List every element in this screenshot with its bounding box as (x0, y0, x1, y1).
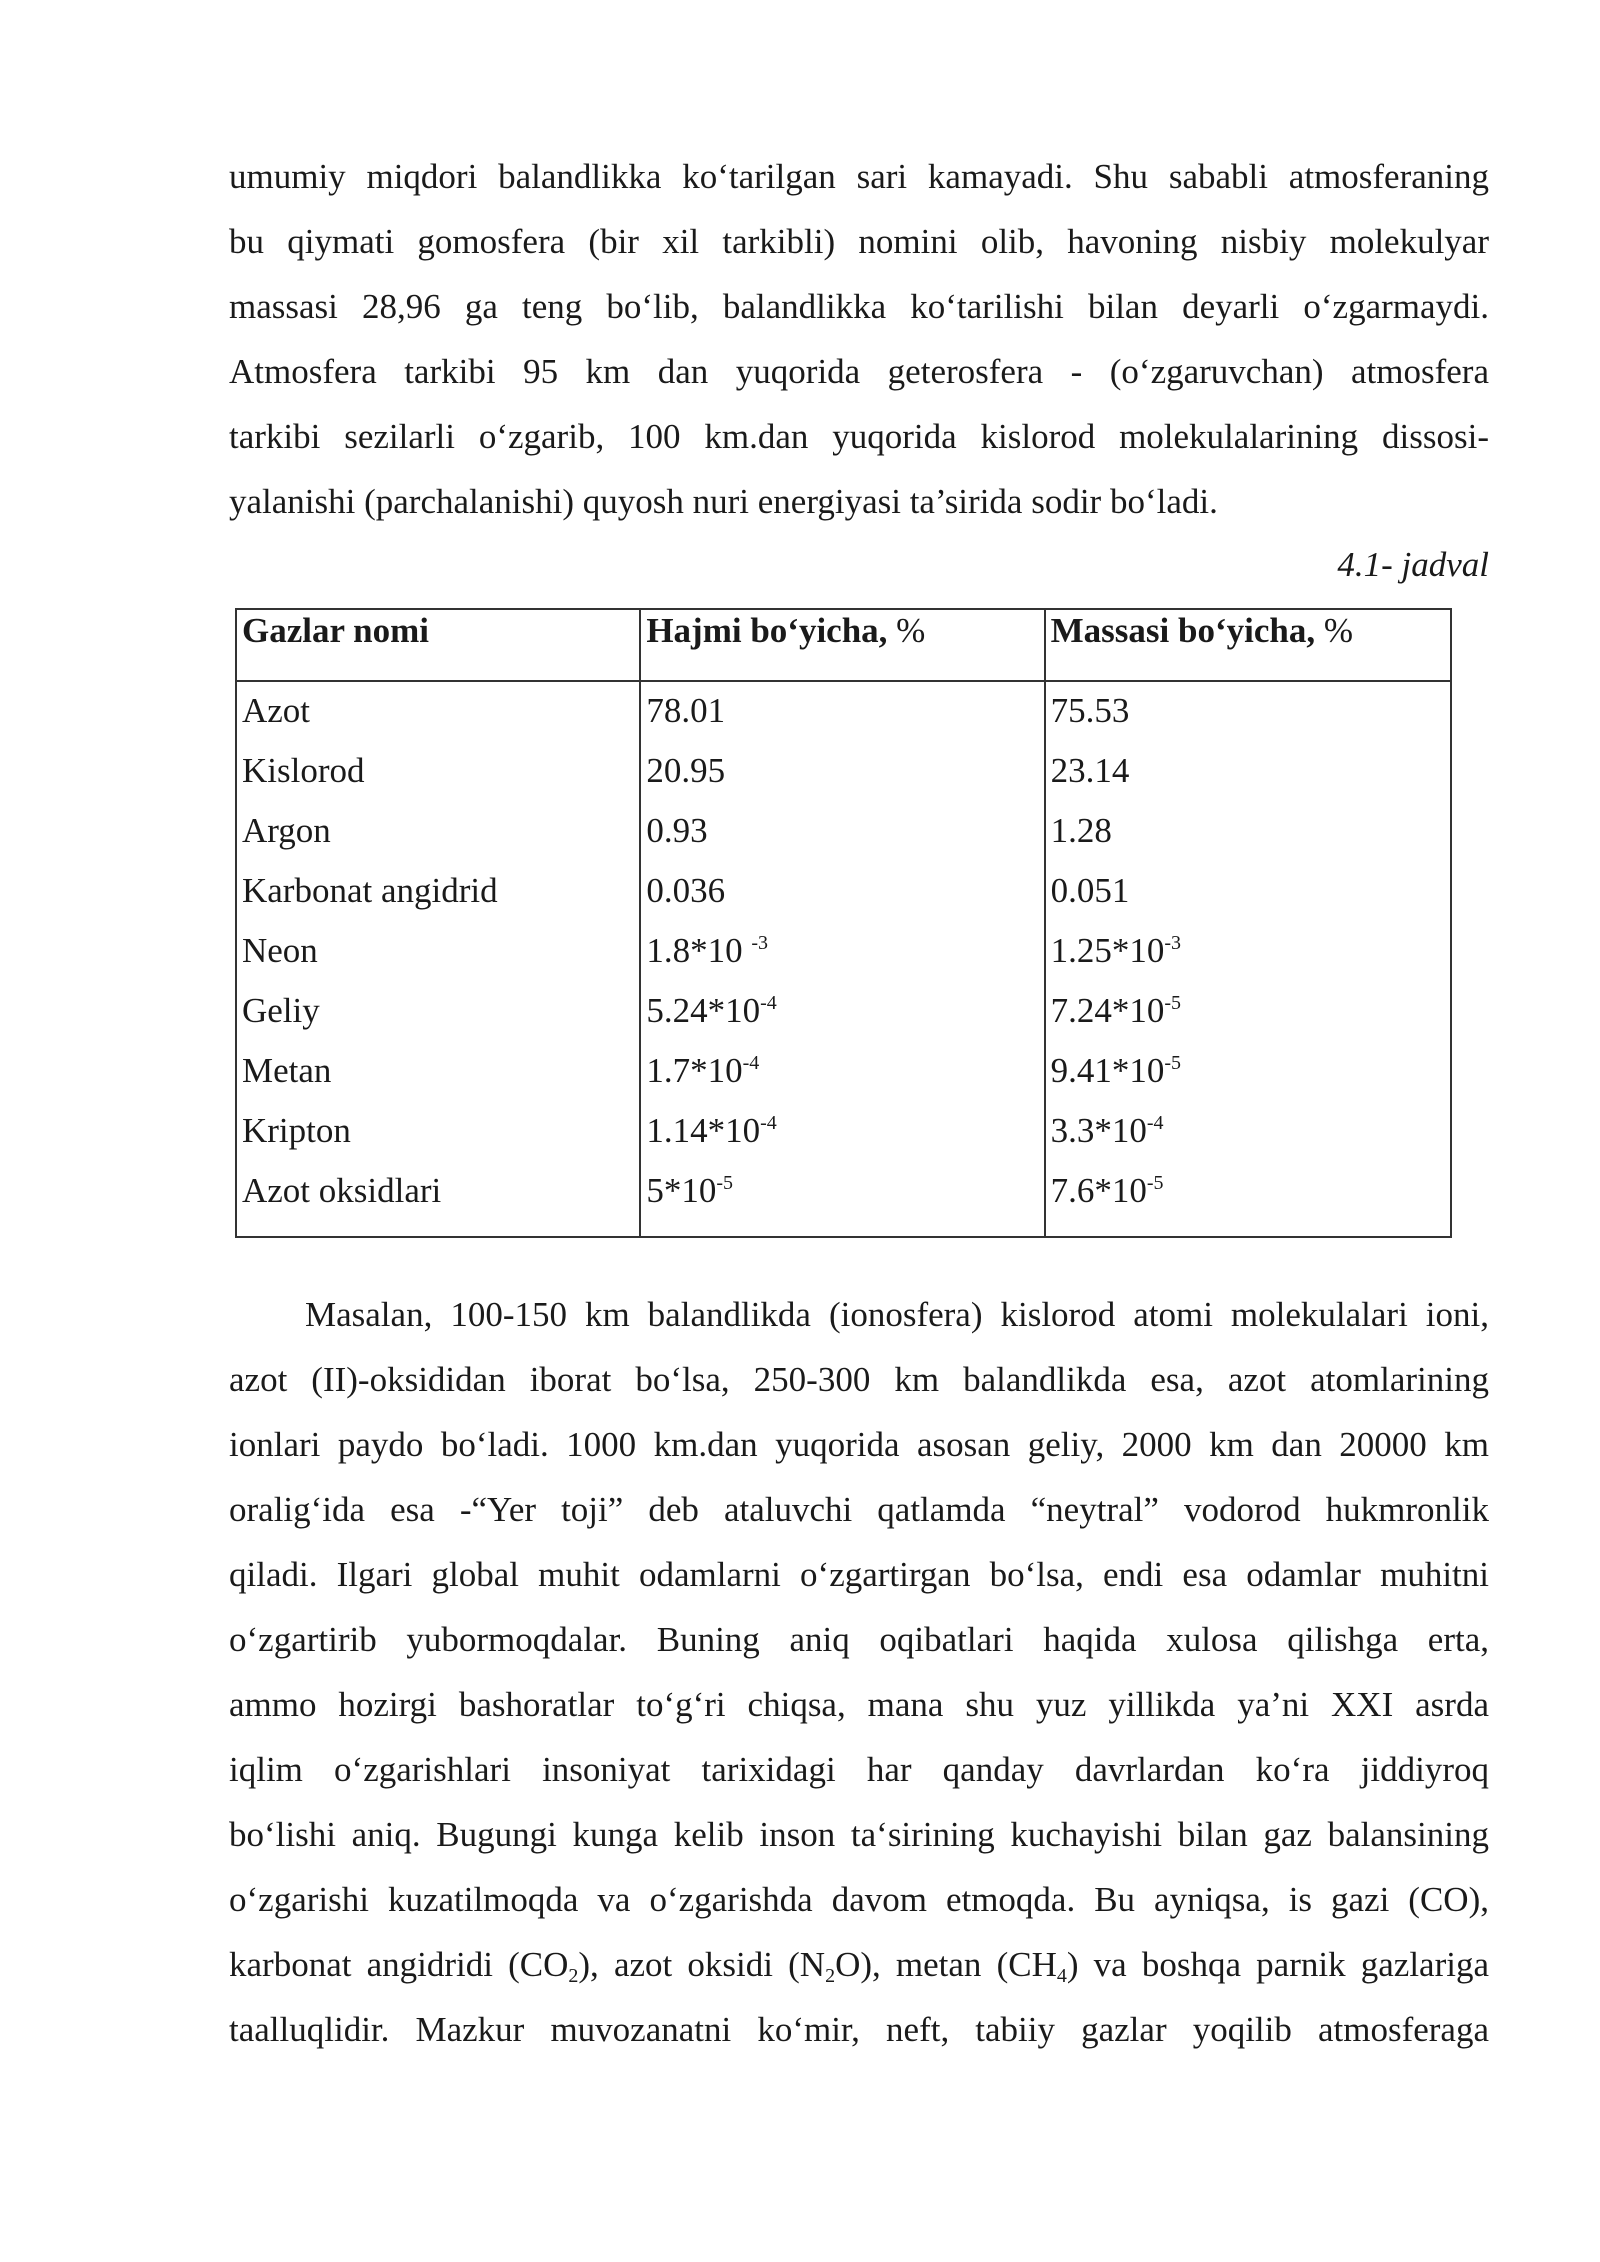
paragraph-2 (229, 1282, 1489, 2062)
cell-volume: $5.24*10^{-4}$ (640, 990, 1044, 1050)
table-row (236, 930, 1451, 990)
table-row (236, 990, 1451, 1050)
table-row (236, 681, 1451, 750)
cell-gas-name: Metan (236, 1050, 640, 1110)
text-line: taalluqlidir. Mazkur muvozanatni ko‘mir, neft, tabiiy gazlar yoqilib atmosferaga (229, 2010, 1489, 2049)
text-line: massasi 28,96 ga teng bo‘lib, balandlikka ko‘tarilishi bilan deyarli o‘zgarmaydi. (229, 287, 1489, 326)
text-line: Masalan, 100-150 km balandlikda (ionosfera) kislorod atomi molekulalari ioni, (305, 1295, 1489, 1334)
table-row (236, 1110, 1451, 1170)
cell-gas-name: Geliy (236, 990, 640, 1050)
paragraph-1 (229, 144, 1489, 534)
cell-volume: 0.93 (640, 810, 1044, 870)
table-caption: 4.1- jadval (1337, 545, 1489, 584)
cell-mass: $3.3*10^{-4}$ (1045, 1110, 1451, 1170)
header-gas-name: Gazlar nomi (236, 609, 640, 681)
cell-volume: $1.7*10^{-4}$ (640, 1050, 1044, 1110)
header-mass: Massasi bo‘yicha, % (1045, 609, 1451, 681)
cell-volume: 20.95 (640, 750, 1044, 810)
cell-gas-name: Azot (236, 681, 640, 750)
text-line: Atmosfera tarkibi 95 km dan yuqorida geterosfera - (o‘zgaruvchan) atmosfera (229, 352, 1489, 391)
table-row (236, 750, 1451, 810)
cell-gas-name: Neon (236, 930, 640, 990)
formula-text-line: karbonat angidridi $(CO_2)$, azot oksidi $(N_2O)$, metan $(CH_4)$ va boshqa parnik gazlariga (229, 1945, 1489, 1987)
cell-mass: 23.14 (1045, 750, 1451, 810)
cell-mass: $1.25*10^{-3}$ (1045, 930, 1451, 990)
cell-gas-name: Argon (236, 810, 640, 870)
cell-volume: $1.14*10^{-4}$ (640, 1110, 1044, 1170)
cell-mass: 75.53 (1045, 681, 1451, 750)
text-line: ammo hozirgi bashoratlar to‘g‘ri chiqsa, mana shu yuz yillikda ya’ni XXI asrda (229, 1685, 1489, 1724)
text-line: umumiy miqdori balandlikka ko‘tarilgan sari kamayadi. Shu sababli atmosferaning (229, 157, 1489, 196)
table-row (236, 1170, 1451, 1237)
cell-gas-name: Kripton (236, 1110, 640, 1170)
cell-gas-name: Kislorod (236, 750, 640, 810)
cell-mass: 0.051 (1045, 870, 1451, 930)
cell-gas-name: Karbonat angidrid (236, 870, 640, 930)
text-line: o‘zgarishi kuzatilmoqda va o‘zgarishda davom etmoqda. Bu ayniqsa, is gazi (CO), (229, 1880, 1489, 1919)
table-row (236, 1050, 1451, 1110)
table-row (236, 870, 1451, 930)
cell-mass: $9.41*10^{-5}$ (1045, 1050, 1451, 1110)
cell-mass: $7.6*10^{-5}$ (1045, 1170, 1451, 1237)
cell-mass: $7.24*10^{-5}$ (1045, 990, 1451, 1050)
gas-composition-table (235, 608, 1452, 1238)
cell-gas-name: Azot oksidlari (236, 1170, 640, 1237)
text-line: oralig‘ida esa -“Yer toji” deb ataluvchi qatlamda “neytral” vodorod hukmronlik (229, 1490, 1489, 1529)
header-volume: Hajmi bo‘yicha, % (640, 609, 1044, 681)
text-line: yalanishi (parchalanishi) quyosh nuri energiyasi ta’sirida sodir bo‘ladi. (229, 482, 1218, 521)
cell-volume: 0.036 (640, 870, 1044, 930)
text-line: bo‘lishi aniq. Bugungi kunga kelib inson ta‘sirining kuchayishi bilan gaz balansining (229, 1815, 1489, 1854)
cell-volume: 1.8*10 $^{-3}$ (640, 930, 1044, 990)
text-line: qiladi. Ilgari global muhit odamlarni o‘zgartirgan bo‘lsa, endi esa odamlar muhitni (229, 1555, 1489, 1594)
cell-mass: 1.28 (1045, 810, 1451, 870)
text-line: tarkibi sezilarli o‘zgarib, 100 km.dan yuqorida kislorod molekulalarining dissosi- (229, 417, 1489, 456)
text-line: iqlim o‘zgarishlari insoniyat tarixidagi har qanday davrlardan ko‘ra jiddiyroq (229, 1750, 1489, 1789)
table-header-row (236, 609, 1451, 681)
table-row (236, 810, 1451, 870)
text-line: bu qiymati gomosfera (bir xil tarkibli) nomini olib, havoning nisbiy molekulyar (229, 222, 1489, 261)
text-line: azot (II)-oksididan iborat bo‘lsa, 250-300 km balandlikda esa, azot atomlarining (229, 1360, 1489, 1399)
text-line: o‘zgartirib yubormoqdalar. Buning aniq oqibatlari haqida xulosa qilishga erta, (229, 1620, 1489, 1659)
text-line: ionlari paydo bo‘ladi. 1000 km.dan yuqorida asosan geliy, 2000 km dan 20000 km (229, 1425, 1489, 1464)
cell-volume: $5*10^{-5}$ (640, 1170, 1044, 1237)
cell-volume: 78.01 (640, 681, 1044, 750)
